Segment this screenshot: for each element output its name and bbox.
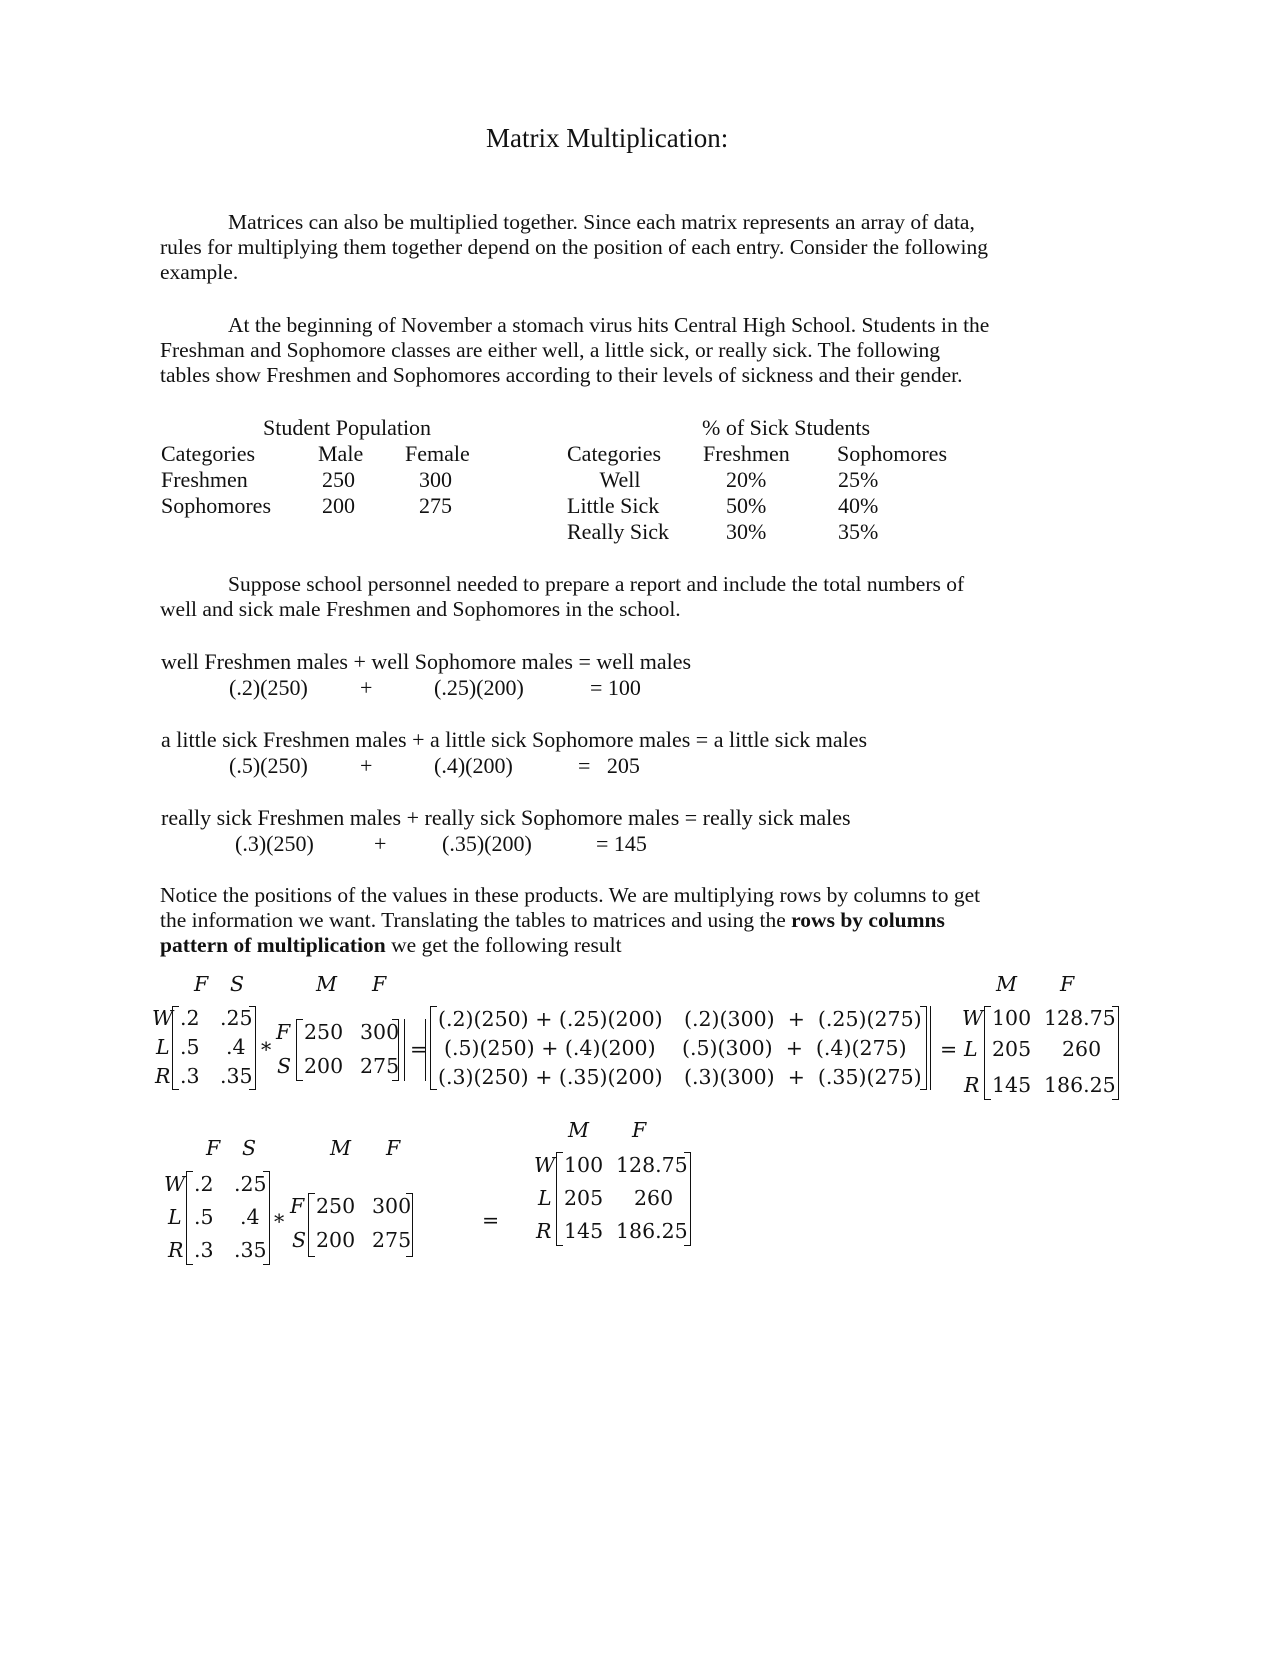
table-cell: Really Sick [567, 519, 670, 544]
table-header: Female [405, 441, 470, 466]
matrix-cell: 275 [372, 1228, 412, 1252]
times-symbol: * [274, 1210, 285, 1234]
equation-term: (.4)(200) [434, 753, 513, 778]
equals-symbol: = [940, 1037, 958, 1061]
left-bracket [556, 1152, 563, 1246]
left-bracket [430, 1006, 437, 1090]
left-bracket [172, 1006, 179, 1090]
row-label: L [168, 1205, 182, 1229]
matrix-cell: .35 [220, 1064, 253, 1088]
intro-line: Matrices can also be multiplied together. Since each matrix represents an array of data, [228, 210, 975, 234]
col-label: M [568, 1118, 589, 1142]
page-title: Matrix Multiplication: [486, 123, 729, 153]
col-label: F [386, 1136, 401, 1160]
col-label: F [194, 972, 209, 996]
notice-paragraph [160, 883, 1040, 958]
table-title: % of Sick Students [702, 415, 871, 440]
equation-result: = 145 [596, 831, 647, 856]
notice-text: we get the following result [385, 933, 622, 957]
matrix-cell: .5 [194, 1205, 214, 1229]
matrix-cell: 186.25 [1044, 1073, 1116, 1097]
col-label: F [372, 972, 387, 996]
row-label: W [152, 1006, 174, 1030]
table-cell: 40% [838, 493, 879, 518]
matrix-cell: 200 [316, 1228, 356, 1252]
table-header: Freshmen [703, 441, 790, 466]
col-label: S [230, 972, 245, 996]
equation-term: (.35)(200) [442, 831, 532, 856]
row-label: R [155, 1064, 171, 1088]
equation-sentence: really sick Freshmen males + really sick Sophomore males = really sick males [161, 805, 851, 830]
matrix-cell: 250 [316, 1194, 356, 1218]
row-label: L [156, 1035, 170, 1059]
matrix-cell: 300 [360, 1020, 400, 1044]
table-header: Categories [161, 441, 256, 466]
expanded-cell: (.3)(250) + (.35)(200) [438, 1065, 663, 1089]
matrix-cell: .2 [194, 1172, 214, 1196]
row-label: L [964, 1037, 978, 1061]
col-label: M [330, 1136, 351, 1160]
table-cell: Well [599, 467, 641, 492]
expanded-cell: (.2)(300) + (.25)(275) [684, 1007, 922, 1031]
left-bracket [984, 1006, 991, 1100]
scenario-line: tables show Freshmen and Sophomores according to their levels of sickness and their gender. [160, 363, 963, 387]
col-label: M [996, 972, 1017, 996]
matrix-cell: 205 [564, 1186, 604, 1210]
matrix-cell: .5 [180, 1035, 200, 1059]
left-bracket [186, 1171, 193, 1265]
row-label: F [290, 1194, 305, 1218]
matrix-cell: .25 [234, 1172, 267, 1196]
col-label: F [1060, 972, 1075, 996]
notice-line [160, 933, 1040, 958]
matrix-cell: 260 [634, 1186, 674, 1210]
intro-line: example. [160, 260, 239, 284]
matrix-cell: .4 [226, 1035, 246, 1059]
suppose-line: well and sick male Freshmen and Sophomores in the school. [160, 597, 681, 621]
notice-line [160, 908, 1040, 933]
row-label: L [538, 1186, 552, 1210]
row-label: W [962, 1006, 984, 1030]
equation-operator: + [360, 675, 373, 700]
suppose-paragraph [160, 572, 1040, 622]
table-cell: 30% [726, 519, 767, 544]
table-cell: 20% [726, 467, 767, 492]
matrix-cell: 145 [564, 1219, 604, 1243]
table-cell: 300 [419, 467, 452, 492]
row-label: W [534, 1153, 556, 1177]
vertical-bar [404, 1019, 405, 1081]
col-label: F [206, 1136, 221, 1160]
table-title: Student Population [263, 415, 432, 440]
matrix-cell: 128.75 [1044, 1006, 1116, 1030]
matrix-cell: .3 [194, 1238, 214, 1262]
col-label: S [242, 1136, 257, 1160]
row-label: S [277, 1054, 292, 1078]
intro-paragraph [160, 210, 1040, 285]
table-cell: 200 [322, 493, 355, 518]
equation-term: (.2)(250) [229, 675, 308, 700]
scenario-line: Freshman and Sophomore classes are either well, a little sick, or really sick. The following [160, 338, 940, 362]
equation-term: (.3)(250) [235, 831, 314, 856]
equation-term: (.5)(250) [229, 753, 308, 778]
table-header: Sophomores [837, 441, 947, 466]
matrix-cell: .25 [220, 1006, 253, 1030]
col-label: F [632, 1118, 647, 1142]
equals-symbol: = [410, 1037, 428, 1061]
table-cell: 35% [838, 519, 879, 544]
matrix-cell: 200 [304, 1054, 344, 1078]
row-label: R [964, 1073, 980, 1097]
matrix-cell: 205 [992, 1037, 1032, 1061]
table-header: Categories [567, 441, 662, 466]
equation-result: = 100 [590, 675, 641, 700]
vertical-bar [425, 1019, 426, 1081]
matrix-cell: 250 [304, 1020, 344, 1044]
matrix-cell: 186.25 [616, 1219, 688, 1243]
matrix-cell: 100 [564, 1153, 604, 1177]
equation-operator: + [360, 753, 373, 778]
times-symbol: * [261, 1038, 272, 1062]
matrix-cell: 100 [992, 1006, 1032, 1030]
expanded-cell: (.3)(300) + (.35)(275) [684, 1065, 922, 1089]
notice-line: Notice the positions of the values in these products. We are multiplying rows by columns to get [160, 883, 981, 907]
equation-operator: + [374, 831, 387, 856]
matrix-cell: 128.75 [616, 1153, 688, 1177]
matrix-cell: .3 [180, 1064, 200, 1088]
table-cell: Freshmen [161, 467, 248, 492]
notice-bold-text: rows by columns [791, 908, 945, 932]
row-label: W [164, 1172, 186, 1196]
notice-bold-text: pattern of multiplication [160, 933, 386, 957]
scenario-line: At the beginning of November a stomach virus hits Central High School. Students in the [228, 313, 990, 337]
equation-sentence: a little sick Freshmen males + a little sick Sophomore males = a little sick males [161, 727, 868, 752]
matrix-cell: 145 [992, 1073, 1032, 1097]
equals-symbol: = [482, 1208, 500, 1232]
table-cell: 50% [726, 493, 767, 518]
row-label: F [276, 1020, 291, 1044]
table-cell: Sophomores [161, 493, 271, 518]
intro-line: rules for multiplying them together depend on the position of each entry. Consider the following [160, 235, 988, 259]
equation-term: (.25)(200) [434, 675, 524, 700]
equation-sentence: well Freshmen males + well Sophomore males = well males [161, 649, 692, 674]
expanded-cell: (.5)(300) + (.4)(275) [682, 1036, 907, 1060]
col-label: M [316, 972, 337, 996]
row-label: S [292, 1228, 307, 1252]
left-bracket [296, 1019, 303, 1081]
table-header: Male [318, 441, 364, 466]
row-label: R [536, 1219, 552, 1243]
table-cell: 275 [419, 493, 452, 518]
matrix-cell: 260 [1062, 1037, 1102, 1061]
table-cell: 250 [322, 467, 355, 492]
vertical-bar [930, 1006, 931, 1090]
equation-result: = 205 [578, 753, 640, 778]
scenario-paragraph [160, 313, 1040, 388]
suppose-line: Suppose school personnel needed to prepare a report and include the total numbers of [228, 572, 965, 596]
notice-text: the information we want. Translating the tables to matrices and using the [160, 908, 792, 932]
table-cell: 25% [838, 467, 879, 492]
expanded-cell: (.5)(250) + (.4)(200) [444, 1036, 656, 1060]
matrix-cell: .35 [234, 1238, 267, 1262]
matrix-cell: .4 [240, 1205, 260, 1229]
matrix-cell: 300 [372, 1194, 412, 1218]
table-cell: Little Sick [567, 493, 660, 518]
expanded-cell: (.2)(250) + (.25)(200) [438, 1007, 663, 1031]
row-label: R [168, 1238, 184, 1262]
matrix-cell: .2 [180, 1006, 200, 1030]
matrix-cell: 275 [360, 1054, 400, 1078]
left-bracket [308, 1193, 315, 1257]
